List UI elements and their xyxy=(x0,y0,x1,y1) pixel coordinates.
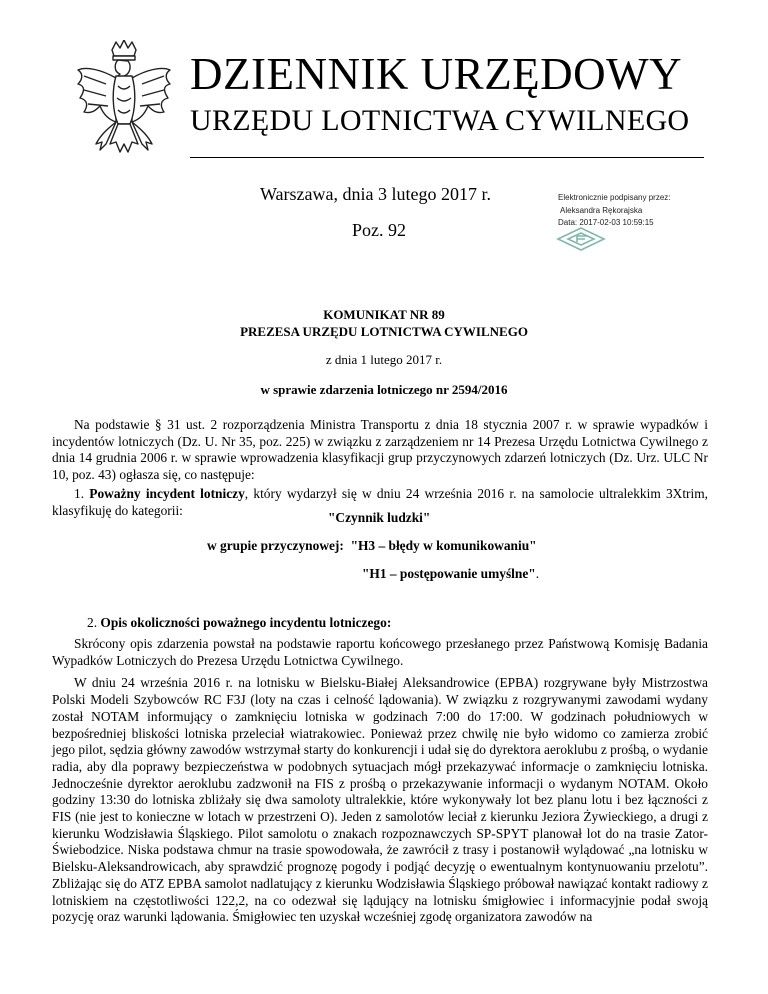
journal-subtitle: URZĘDU LOTNICTWA CYWILNEGO xyxy=(190,104,690,137)
journal-title: DZIENNIK URZĘDOWY xyxy=(190,49,683,99)
description-paragraph: W dniu 24 września 2016 r. na lotnisku w Bielsku-Białej Aleksandrowice (EPBA) rozgrywane były Mistrzostwa Polski Modeli Szybowców RC F3J (loty na czas i celność lądowania). W związku z rozgrywanymi zawodami wydany został NOTAM informujący o zamknięciu lotniska w godzinach 7:00 do 17:00. W godzinach południowych w bezpośredniej bliskości lotniska przeleciał wiatrakowiec. Ponieważ przez chwilę nie było widomo co zamierza zrobić jego pilot, sędzia główny zawodów wstrzymał starty do konkurencji i udał się do dyrektora aeroklubu z prośbą, o wydanie radia, aby dla poprawy bezpieczeństwa w podobnych sytuacjach mógł przekazywać informacje o zamknięciu lotniska. Jednocześnie dyrektor aeroklubu zadzwonił na FIS z prośbą o przekazywanie informacji o wydanym NOTAM. Około godziny 13:30 do lotniska zbliżały się dwa samoloty ultralekkie, które wykonywały lot bez planu lotu i bez łączności z FIS (nie jest to konieczne w lotach w przestrzeni O). Jeden z samolotów leciał z kierunku Jeziora Żywieckiego, a drugi z kierunku Wodzisławia Śląskiego. Pilot samolotu o znakach rozpoznawczych SP-SPYT planował lot do na trasie Zator-Świebodzice. Niska podstawa chmur na trasie spowodowała, że zawrócił z trasy i postanowił wylądować „na lotnisku w Bielsku-Aleksandrowicach, aby sprawdzić prognozę pogody i podjąć decyzję o ewentualnym kontynuowaniu przelotu”. Zbliżając się do ATZ EPBA samolot nadlatujący z kierunku Wodzisławia Śląskiego próbował nawiązać kontakt radiowy z lotniskiem na częstotliwości 122,2, na co odezwał się lądujący na lotnisku śmigłowiec i informacyjnie podał swoją pozycję oraz warunki lądowania. Śmigłowiec ten uzyskał wcześniej zgodę organizatora zawodów na xyxy=(52,675,708,925)
signature-seal-icon xyxy=(556,226,606,252)
issue-date: Warszawa, dnia 3 lutego 2017 r. xyxy=(260,184,491,204)
cause-group-row xyxy=(207,538,537,554)
position-number: Poz. 92 xyxy=(352,220,406,240)
signature-label: Elektronicznie podpisany przez: xyxy=(558,193,671,202)
point-1-number: 1. xyxy=(74,486,85,501)
announcement-number: KOMUNIKAT NR 89 xyxy=(323,307,445,322)
announcement-subject: w sprawie zdarzenia lotniczego nr 2594/2016 xyxy=(260,382,508,397)
category-value: "Czynnik ludzki" xyxy=(328,510,431,525)
point-2-number: 2. xyxy=(87,615,98,630)
signature-name: Aleksandra Rękorajska xyxy=(560,205,643,215)
point-1-text: , który wydarzył się w dniu 24 września 2016 r. na samolocie ultralekkim 3Xtrim, klasyfikuję do kategorii: xyxy=(52,486,709,518)
intro-paragraph: Na podstawie § 31 ust. 2 rozporządzenia Ministra Transportu z dnia 18 stycznia 2007 r. w sprawie wypadków i incydentów lotniczych (Dz. U. Nr 35, poz. 225) w związku z zarządzeniem nr 14 Prezesa Urzędu Lotnictwa Cywilnego z dnia 14 grudnia 2006 r. w sprawie wprowadzenia klasyfikacji grup przyczynowych zdarzeń lotniczych (Dz. Urz. ULC Nr 10, poz. 43) ogłasza się, co następuje: xyxy=(52,417,708,483)
eagle-emblem-icon xyxy=(76,40,172,170)
cause-group-row-2 xyxy=(362,566,539,582)
point-2-content xyxy=(52,636,708,926)
announcement-date: z dnia 1 lutego 2017 r. xyxy=(325,352,443,367)
cause-group-end: . xyxy=(535,566,540,581)
point-2-title: Opis okoliczności poważnego incydentu lotniczego: xyxy=(100,615,392,630)
intro-section xyxy=(52,417,708,484)
cause-group-h1: "H1 – postępowanie umyślne" xyxy=(362,566,536,581)
electronic-signature xyxy=(558,192,738,230)
cause-group-label: w grupie przyczynowej: xyxy=(207,538,344,553)
announcement-issuer: PREZESA URZĘDU LOTNICTWA CYWILNEGO xyxy=(240,324,528,339)
header-divider xyxy=(190,157,704,158)
summary-paragraph: Skrócony opis zdarzenia powstał na podstawie raportu końcowego przesłanego przez Państwową Komisję Badania Wypadków Lotniczych do Prezesa Urzędu Lotnictwa Cywilnego. xyxy=(52,636,708,668)
signature-date: Data: 2017-02-03 10:59:15 xyxy=(558,218,654,227)
point-2-heading xyxy=(87,615,391,631)
cause-group-h3: "H3 – błędy w komunikowaniu" xyxy=(350,538,537,553)
point-1-heading: Poważny incydent lotniczy xyxy=(89,486,245,501)
